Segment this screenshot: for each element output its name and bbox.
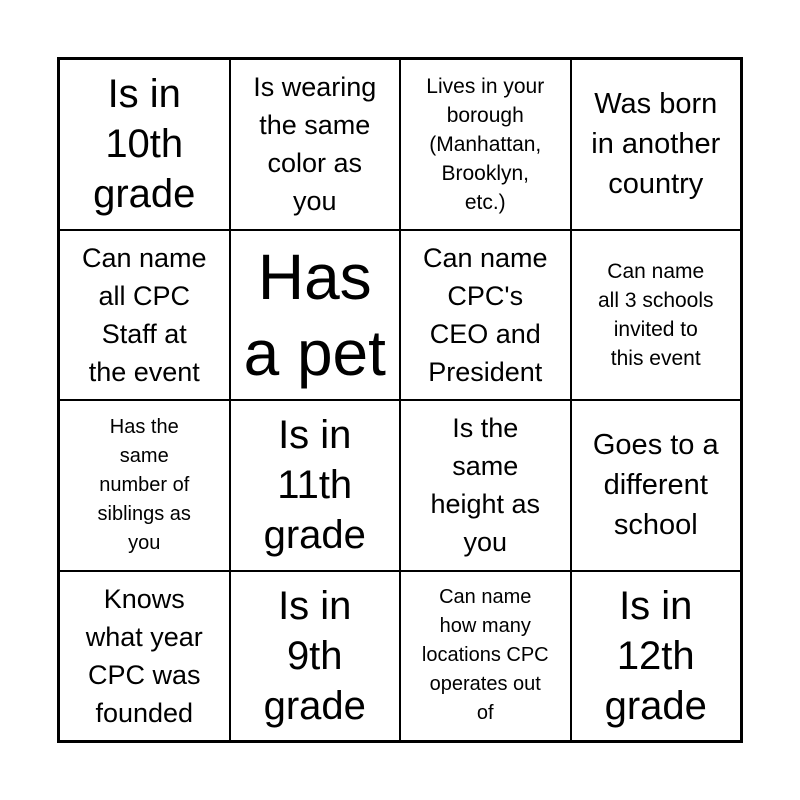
cell-text: Is in 9th grade [263,583,366,728]
bingo-cell-r3c1[interactable] [59,400,230,571]
bingo-cell-r1c3[interactable] [400,59,571,230]
bingo-cell-r2c3[interactable] [400,230,571,401]
bingo-cell-r1c2[interactable] [230,59,401,230]
bingo-cell-r1c1[interactable] [59,59,230,230]
bingo-cell-r3c3[interactable] [400,400,571,571]
cell-text: Can name all 3 schools invited to this event [597,259,714,370]
cell-text: Can name all CPC Staff at the event [81,242,207,387]
bingo-cell-r4c3[interactable] [400,571,571,742]
cell-text: Was born in another country [591,88,721,201]
cell-text: Can name how many locations CPC operates out of [421,586,549,725]
cell-text: Is the same height as you [430,413,541,558]
bingo-cell-r1c4[interactable] [571,59,742,230]
cell-text: Goes to a different school [592,429,719,542]
cell-text: Knows what year CPC was founded [85,583,203,728]
bingo-cell-r2c4[interactable] [571,230,742,401]
cell-text: Is in 12th grade [604,583,707,728]
bingo-board [57,57,743,743]
bingo-cell-r3c4[interactable] [571,400,742,571]
bingo-cell-r2c2[interactable] [230,230,401,401]
cell-text: Is in 11th grade [263,413,366,558]
cell-text: Can name CPC's CEO and President [422,242,548,387]
cell-text: Lives in your borough (Manhattan, Brooklyn, etc.) [426,74,545,214]
bingo-cell-r2c1[interactable] [59,230,230,401]
bingo-cell-r4c2[interactable] [230,571,401,742]
cell-text: Has the same number of siblings as you [97,415,191,554]
bingo-cell-r4c1[interactable] [59,571,230,742]
bingo-cell-r4c4[interactable] [571,571,742,742]
bingo-cell-r3c2[interactable] [230,400,401,571]
cell-text: Has a pet [243,240,386,389]
cell-text: Is in 10th grade [93,72,196,217]
cell-text: Is wearing the same color as you [253,72,377,217]
